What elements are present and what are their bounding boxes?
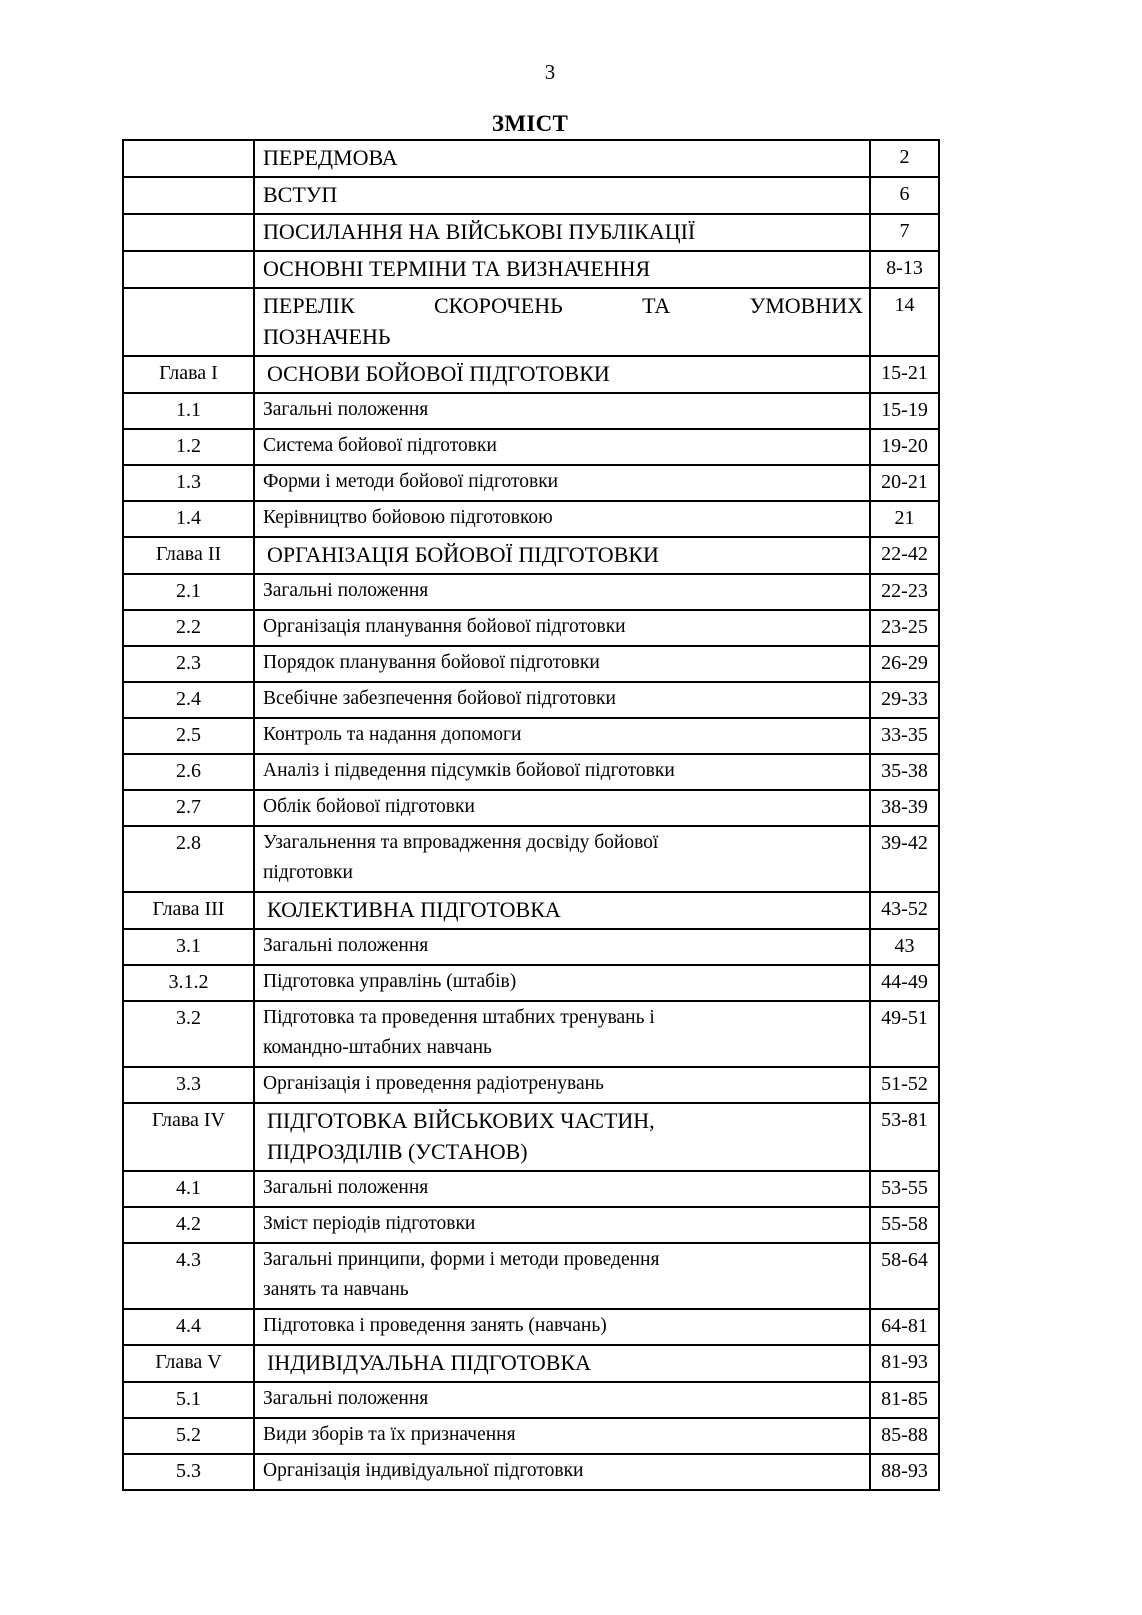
toc-title-cell <box>254 501 870 537</box>
toc-entry-number: 2.3 <box>176 652 201 674</box>
table-row <box>123 465 939 501</box>
toc-entry-pages: 22-23 <box>881 580 928 602</box>
toc-entry-pages: 64-81 <box>881 1315 928 1337</box>
toc-entry-title <box>255 394 869 428</box>
toc-pages-cell <box>870 537 939 574</box>
toc-number-cell <box>123 1418 254 1454</box>
toc-pages-cell <box>870 892 939 929</box>
toc-number-cell <box>123 140 254 177</box>
toc-number-cell <box>123 1207 254 1243</box>
toc-entry-title-line1: Контроль та надання допомоги <box>263 724 522 745</box>
toc-entry-number: 4.1 <box>176 1177 201 1199</box>
toc-title-cell <box>254 1103 870 1171</box>
toc-pages-cell <box>870 1243 939 1309</box>
toc-title-cell <box>254 610 870 646</box>
toc-entry-number: 4.2 <box>176 1213 201 1235</box>
toc-entry-title-line1: ВСТУП <box>263 182 338 207</box>
toc-entry-number: 1.4 <box>176 507 201 529</box>
toc-number-cell <box>123 610 254 646</box>
toc-title-cell <box>254 929 870 965</box>
toc-entry-title <box>255 1068 869 1102</box>
toc-entry-title-line1: ПЕРЕДМОВА <box>263 145 398 170</box>
toc-entry-title-line2: командно-штабних навчань <box>263 1037 492 1058</box>
toc-title-cell <box>254 1207 870 1243</box>
toc-pages-cell <box>870 140 939 177</box>
toc-entry-number <box>124 178 253 182</box>
toc-pages-cell <box>870 214 939 251</box>
toc-entry-pages: 19-20 <box>881 435 928 457</box>
toc-entry-title <box>255 538 869 573</box>
table-row <box>123 826 939 892</box>
toc-entry-title <box>255 1172 869 1206</box>
toc-title-cell <box>254 177 870 214</box>
toc-number-cell <box>123 1454 254 1490</box>
toc-entry-title-line1: Зміст періодів підготовки <box>263 1213 476 1234</box>
table-row <box>123 1103 939 1171</box>
toc-pages-cell <box>870 826 939 892</box>
toc-title-cell <box>254 826 870 892</box>
toc-entry-title <box>255 575 869 609</box>
toc-entry-pages: 29-33 <box>881 688 928 710</box>
toc-entry-title-line1: Загальні положення <box>263 1388 429 1409</box>
toc-entry-title-line1: ПЕРЕЛІК СКОРОЧЕНЬ ТА УМОВНИХ <box>263 293 863 318</box>
toc-number-cell <box>123 356 254 393</box>
toc-entry-pages: 49-51 <box>881 1007 928 1029</box>
toc-entry-title-line1: Всебічне забезпечення бойової підготовки <box>263 688 616 709</box>
toc-pages-cell <box>870 1345 939 1382</box>
toc-entry-pages: 43-52 <box>881 898 928 920</box>
toc-pages-cell <box>870 646 939 682</box>
toc-number-cell <box>123 1067 254 1103</box>
toc-title-cell <box>254 1067 870 1103</box>
toc-entry-pages: 51-52 <box>881 1073 928 1095</box>
toc-entry-title <box>255 357 869 392</box>
table-row <box>123 574 939 610</box>
toc-entry-title-line1: КОЛЕКТИВНА ПІДГОТОВКА <box>267 897 561 922</box>
toc-pages-cell <box>870 429 939 465</box>
toc-entry-pages: 2 <box>899 146 910 168</box>
table-row <box>123 537 939 574</box>
toc-entry-number: 1.2 <box>176 435 201 457</box>
toc-entry-title-line1: ОРГАНІЗАЦІЯ БОЙОВОЇ ПІДГОТОВКИ <box>267 542 659 567</box>
toc-entry-title <box>255 1104 869 1170</box>
toc-entry-title-line1: Аналіз і підведення підсумків бойової підготовки <box>263 760 675 781</box>
toc-entry-number: 2.4 <box>176 688 201 710</box>
toc-number-cell <box>123 465 254 501</box>
toc-number-cell <box>123 214 254 251</box>
table-row <box>123 1309 939 1345</box>
toc-entry-title-line1: Порядок планування бойової підготовки <box>263 652 600 673</box>
toc-entry-pages: 6 <box>899 183 910 205</box>
table-row <box>123 1382 939 1418</box>
toc-entry-title-line1: Форми і методи бойової підготовки <box>263 471 559 492</box>
toc-title-cell <box>254 965 870 1001</box>
table-row <box>123 393 939 429</box>
toc-entry-number: 2.6 <box>176 760 201 782</box>
toc-entry-title-line1: ОСНОВНІ ТЕРМІНИ ТА ВИЗНАЧЕННЯ <box>263 256 651 281</box>
toc-entry-title <box>255 502 869 536</box>
toc-entry-title-line1: Організація індивідуальної підготовки <box>263 1460 584 1481</box>
toc-entry-pages: 88-93 <box>881 1460 928 1482</box>
toc-number-cell <box>123 288 254 356</box>
toc-number-cell <box>123 1103 254 1171</box>
toc-entry-title-line2: підготовки <box>263 862 353 883</box>
toc-entry-title-line1: Види зборів та їх призначення <box>263 1424 516 1445</box>
toc-entry-number: 3.2 <box>176 1007 201 1029</box>
toc-entry-title-line1: Узагальнення та впровадження досвіду бойової <box>263 832 659 853</box>
toc-pages-cell <box>870 1382 939 1418</box>
toc-entry-pages: 39-42 <box>881 832 928 854</box>
table-row <box>123 1345 939 1382</box>
toc-title-cell <box>254 393 870 429</box>
toc-entry-title <box>255 827 869 891</box>
table-row <box>123 682 939 718</box>
toc-title-cell <box>254 429 870 465</box>
table-row <box>123 288 939 356</box>
toc-entry-pages: 44-49 <box>881 971 928 993</box>
toc-title-cell <box>254 1418 870 1454</box>
table-row <box>123 754 939 790</box>
table-row <box>123 965 939 1001</box>
toc-entry-number: 3.1 <box>176 935 201 957</box>
toc-title-cell <box>254 1382 870 1418</box>
toc-entry-pages: 15-21 <box>881 362 928 384</box>
toc-entry-title-line2: занять та навчань <box>263 1279 409 1300</box>
toc-title-cell <box>254 682 870 718</box>
toc-pages-cell <box>870 1001 939 1067</box>
toc-entry-title <box>255 683 869 717</box>
toc-entry-title <box>255 647 869 681</box>
toc-entry-title-line1: Загальні положення <box>263 935 429 956</box>
table-row <box>123 718 939 754</box>
toc-entry-title-line2: ПІДРОЗДІЛІВ (УСТАНОВ) <box>267 1139 528 1164</box>
toc-entry-number <box>124 252 253 256</box>
toc-entry-title <box>255 141 869 176</box>
toc-entry-title-line1: Організація і проведення радіотренувань <box>263 1073 604 1094</box>
toc-number-cell <box>123 1382 254 1418</box>
toc-pages-cell <box>870 465 939 501</box>
toc-entry-title <box>255 1244 869 1308</box>
toc-entry-pages: 20-21 <box>881 471 928 493</box>
toc-entry-number: 4.3 <box>176 1249 201 1271</box>
toc-number-cell <box>123 429 254 465</box>
toc-pages-cell <box>870 574 939 610</box>
toc-entry-number: Глава III <box>152 898 225 920</box>
toc-entry-number: 5.2 <box>176 1424 201 1446</box>
toc-number-cell <box>123 501 254 537</box>
toc-pages-cell <box>870 1207 939 1243</box>
toc-title-cell <box>254 646 870 682</box>
toc-entry-number <box>124 141 253 145</box>
table-row <box>123 501 939 537</box>
toc-entry-pages: 55-58 <box>881 1213 928 1235</box>
toc-number-cell <box>123 1243 254 1309</box>
toc-number-cell <box>123 1309 254 1345</box>
toc-entry-pages: 53-81 <box>881 1109 928 1131</box>
toc-entry-title-line1: ІНДИВІДУАЛЬНА ПІДГОТОВКА <box>267 1350 592 1375</box>
toc-entry-pages: 53-55 <box>881 1177 928 1199</box>
toc-entry-title-line1: ОСНОВИ БОЙОВОЇ ПІДГОТОВКИ <box>267 361 610 386</box>
toc-number-cell <box>123 892 254 929</box>
toc-number-cell <box>123 754 254 790</box>
toc-entry-number: Глава V <box>155 1351 222 1373</box>
toc-entry-pages: 15-19 <box>881 399 928 421</box>
toc-entry-number <box>124 289 253 293</box>
table-row <box>123 1067 939 1103</box>
table-row <box>123 892 939 929</box>
toc-pages-cell <box>870 682 939 718</box>
toc-entry-number: 2.5 <box>176 724 201 746</box>
toc-entry-title-line1: Організація планування бойової підготовки <box>263 616 626 637</box>
toc-entry-title-line1: Підготовка управлінь (штабів) <box>263 971 517 992</box>
toc-entry-title-line1: Облік бойової підготовки <box>263 796 475 817</box>
table-row <box>123 790 939 826</box>
toc-entry-title <box>255 966 869 1000</box>
toc-entry-title-line1: Загальні принципи, форми і методи проведення <box>263 1249 660 1270</box>
toc-pages-cell <box>870 501 939 537</box>
toc-entry-number: 1.1 <box>176 399 201 421</box>
toc-number-cell <box>123 1345 254 1382</box>
toc-number-cell <box>123 646 254 682</box>
toc-entry-title <box>255 930 869 964</box>
toc-pages-cell <box>870 610 939 646</box>
table-of-contents <box>122 139 940 1491</box>
toc-entry-number <box>124 215 253 219</box>
table-row <box>123 1171 939 1207</box>
toc-title-cell <box>254 1454 870 1490</box>
table-row <box>123 1207 939 1243</box>
toc-entry-pages: 26-29 <box>881 652 928 674</box>
table-row <box>123 251 939 288</box>
toc-pages-cell <box>870 965 939 1001</box>
toc-entry-title <box>255 252 869 287</box>
toc-title-cell <box>254 251 870 288</box>
toc-entry-title <box>255 178 869 213</box>
toc-entry-pages: 14 <box>894 294 915 316</box>
toc-pages-cell <box>870 1171 939 1207</box>
toc-entry-number: 1.3 <box>176 471 201 493</box>
toc-entry-title <box>255 1455 869 1489</box>
toc-title-cell <box>254 1171 870 1207</box>
toc-entry-pages: 85-88 <box>881 1424 928 1446</box>
page-number: 3 <box>544 60 556 84</box>
toc-entry-title <box>255 1208 869 1242</box>
toc-entry-title <box>255 791 869 825</box>
toc-entry-pages: 81-85 <box>881 1388 928 1410</box>
toc-entry-number: 2.8 <box>176 832 201 854</box>
toc-entry-title <box>255 1002 869 1066</box>
toc-entry-number: Глава IV <box>151 1109 226 1131</box>
toc-entry-pages: 81-93 <box>881 1351 928 1373</box>
toc-entry-title-line2: ПОЗНАЧЕНЬ <box>263 324 391 349</box>
toc-number-cell <box>123 718 254 754</box>
page-title: ЗМІСТ <box>491 111 569 136</box>
toc-number-cell <box>123 682 254 718</box>
toc-entry-title <box>255 719 869 753</box>
toc-pages-cell <box>870 251 939 288</box>
toc-number-cell <box>123 929 254 965</box>
toc-number-cell <box>123 1171 254 1207</box>
toc-entry-number: 3.3 <box>176 1073 201 1095</box>
toc-entry-pages: 35-38 <box>881 760 928 782</box>
toc-number-cell <box>123 965 254 1001</box>
toc-title-cell <box>254 356 870 393</box>
toc-title-cell <box>254 892 870 929</box>
toc-number-cell <box>123 393 254 429</box>
toc-entry-title <box>255 1419 869 1453</box>
toc-pages-cell <box>870 929 939 965</box>
toc-entry-title-line1: Підготовка і проведення занять (навчань) <box>263 1315 607 1336</box>
toc-entry-title-line1: ПОСИЛАННЯ НА ВІЙСЬКОВІ ПУБЛІКАЦІЇ <box>263 219 696 244</box>
toc-title-cell <box>254 537 870 574</box>
table-row <box>123 214 939 251</box>
toc-entry-title <box>255 1346 869 1381</box>
toc-pages-cell <box>870 1418 939 1454</box>
toc-entry-number: 2.1 <box>176 580 201 602</box>
toc-title-cell <box>254 1243 870 1309</box>
toc-pages-cell <box>870 790 939 826</box>
toc-entry-pages: 22-42 <box>881 543 928 565</box>
toc-title-cell <box>254 754 870 790</box>
toc-entry-title-line1: Система бойової підготовки <box>263 435 497 456</box>
table-row <box>123 429 939 465</box>
toc-title-cell <box>254 718 870 754</box>
toc-pages-cell <box>870 1067 939 1103</box>
table-row <box>123 356 939 393</box>
toc-number-cell <box>123 537 254 574</box>
table-row <box>123 646 939 682</box>
table-of-contents-body <box>123 140 939 1490</box>
toc-entry-title <box>255 466 869 500</box>
toc-entry-title <box>255 893 869 928</box>
toc-entry-number: 4.4 <box>176 1315 201 1337</box>
toc-entry-title <box>255 430 869 464</box>
toc-pages-cell <box>870 177 939 214</box>
toc-title-cell <box>254 214 870 251</box>
toc-pages-cell <box>870 754 939 790</box>
table-row <box>123 1418 939 1454</box>
toc-number-cell <box>123 790 254 826</box>
toc-number-cell <box>123 251 254 288</box>
toc-entry-title-line1: Підготовка та проведення штабних тренувань і <box>263 1007 655 1028</box>
toc-entry-pages: 23-25 <box>881 616 928 638</box>
toc-title-cell <box>254 140 870 177</box>
toc-number-cell <box>123 826 254 892</box>
toc-entry-pages: 43 <box>894 935 915 957</box>
table-row <box>123 1243 939 1309</box>
toc-entry-pages: 58-64 <box>881 1249 928 1271</box>
toc-entry-title-line1: Загальні положення <box>263 399 429 420</box>
toc-pages-cell <box>870 393 939 429</box>
toc-entry-title <box>255 1383 869 1417</box>
toc-entry-number: 2.2 <box>176 616 201 638</box>
toc-entry-title <box>255 215 869 250</box>
toc-entry-number: 5.3 <box>176 1460 201 1482</box>
toc-title-cell <box>254 574 870 610</box>
toc-entry-title <box>255 289 869 355</box>
toc-entry-title-line1: Загальні положення <box>263 580 429 601</box>
toc-title-cell <box>254 1345 870 1382</box>
toc-pages-cell <box>870 288 939 356</box>
toc-entry-pages: 33-35 <box>881 724 928 746</box>
toc-entry-pages: 7 <box>899 220 910 242</box>
table-row <box>123 140 939 177</box>
toc-entry-title <box>255 1310 869 1344</box>
table-row <box>123 1454 939 1490</box>
toc-title-cell <box>254 1309 870 1345</box>
table-row <box>123 1001 939 1067</box>
toc-entry-number: Глава I <box>159 362 218 384</box>
toc-pages-cell <box>870 1309 939 1345</box>
toc-entry-title-line1: ПІДГОТОВКА ВІЙСЬКОВИХ ЧАСТИН, <box>267 1108 655 1133</box>
toc-number-cell <box>123 177 254 214</box>
toc-entry-pages: 21 <box>894 507 915 529</box>
table-row <box>123 177 939 214</box>
toc-title-cell <box>254 465 870 501</box>
toc-title-cell <box>254 790 870 826</box>
toc-pages-cell <box>870 1454 939 1490</box>
toc-number-cell <box>123 574 254 610</box>
toc-entry-pages: 38-39 <box>881 796 928 818</box>
toc-pages-cell <box>870 1103 939 1171</box>
toc-entry-number: 2.7 <box>176 796 201 818</box>
toc-pages-cell <box>870 718 939 754</box>
toc-entry-number: 5.1 <box>176 1388 201 1410</box>
toc-number-cell <box>123 1001 254 1067</box>
toc-title-cell <box>254 1001 870 1067</box>
toc-pages-cell <box>870 356 939 393</box>
toc-entry-number: 3.1.2 <box>168 971 209 993</box>
table-row <box>123 929 939 965</box>
toc-title-cell <box>254 288 870 356</box>
toc-entry-number: Глава II <box>155 543 222 565</box>
toc-entry-title <box>255 755 869 789</box>
toc-entry-title-line1: Керівництво бойовою підготовкою <box>263 507 553 528</box>
toc-entry-pages: 8-13 <box>886 257 923 279</box>
toc-entry-title-line1: Загальні положення <box>263 1177 429 1198</box>
toc-entry-title <box>255 611 869 645</box>
table-row <box>123 610 939 646</box>
